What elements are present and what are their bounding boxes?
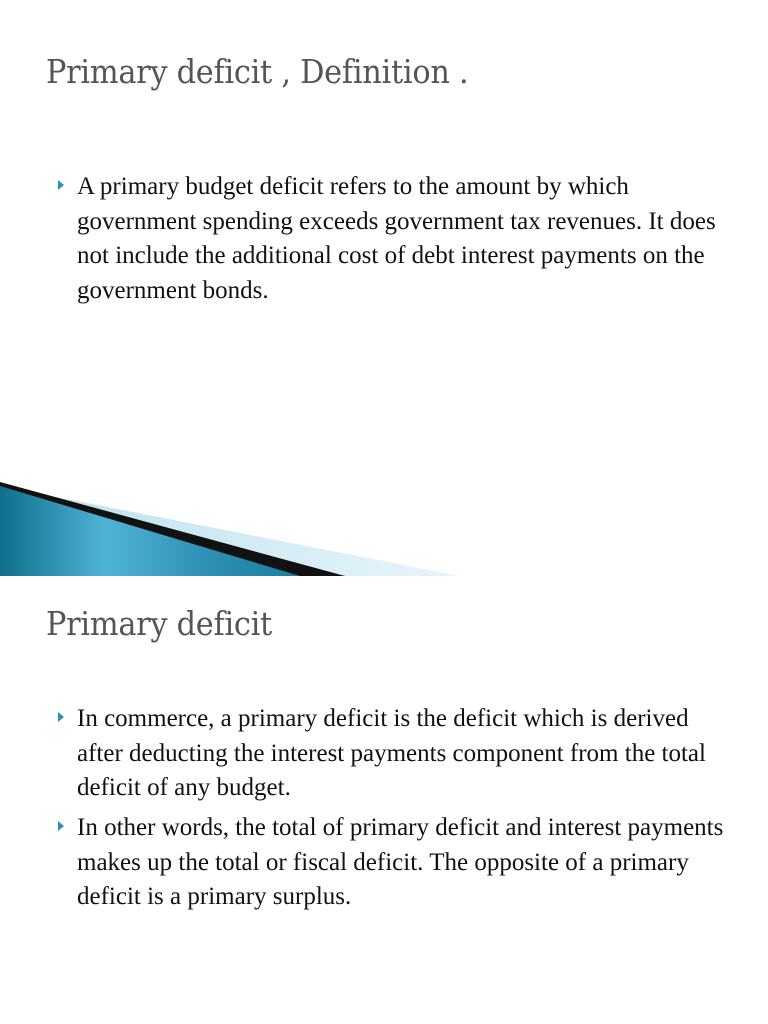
decorative-swoosh (0, 480, 460, 576)
slide-2 (0, 576, 768, 1024)
triangle-bullet-icon (58, 821, 64, 831)
bullet-text: In other words, the total of primary deficit and interest payments makes up the total or fiscal deficit. The opposite of a primary deficit is a primary surplus. (77, 814, 724, 910)
slide-title: Primary deficit (46, 604, 272, 643)
triangle-bullet-icon (58, 180, 64, 190)
triangle-bullet-icon (58, 712, 64, 722)
blue-swoosh-shape (0, 486, 300, 576)
slide-title: Primary deficit , Definition . (46, 52, 469, 91)
bullet-text: In commerce, a primary deficit is the deficit which is derived after deducting the interest payments component from the total deficit of any budget. (77, 705, 706, 801)
bullet-text: A primary budget deficit refers to the amount by which government spending exceeds government tax revenues. It does not include the additional cost of debt interest payments on the government bonds. (77, 173, 716, 304)
